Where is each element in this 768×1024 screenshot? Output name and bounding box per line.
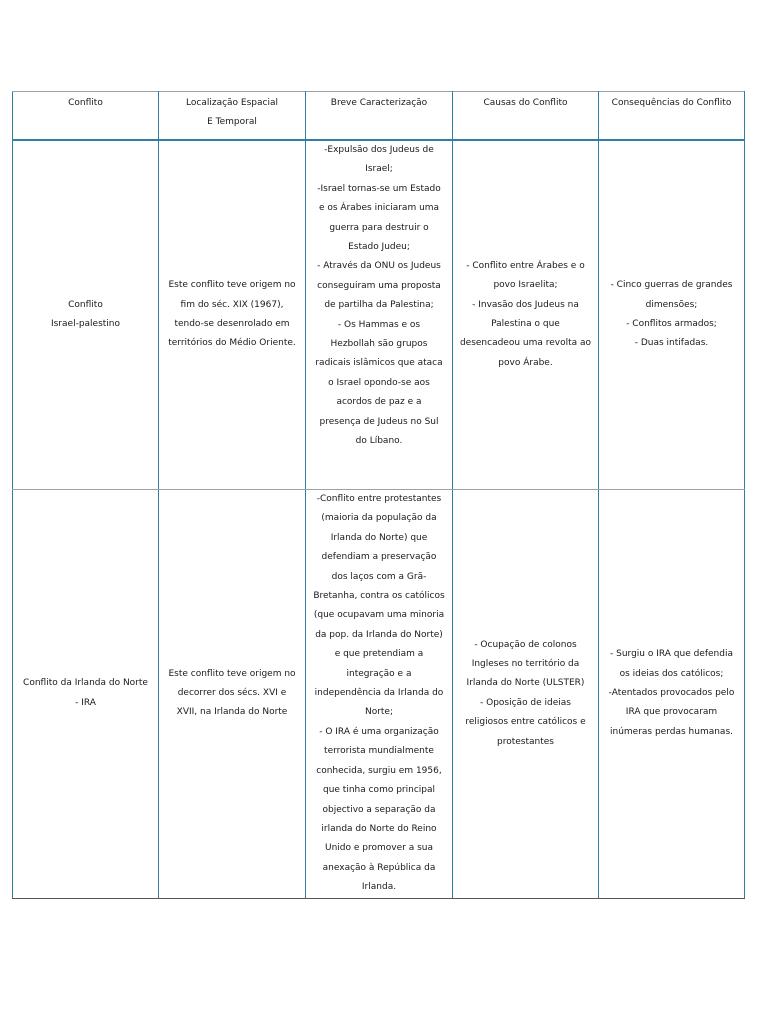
cell-text-line: defendiam a preservação	[321, 552, 437, 563]
header-causes-label: Causas do Conflito	[483, 98, 568, 108]
cell-text-line: Norte;	[364, 707, 394, 718]
cell-text-line: IRA que provocaram	[625, 707, 718, 718]
cell-text-line: Palestina o que	[491, 319, 560, 329]
cell-text-line: - Conflito entre Árabes e o	[466, 260, 585, 271]
cell-text-line: terrorista mundialmente	[324, 746, 434, 757]
cell-text-line: -Atentados provocados pelo	[608, 688, 735, 699]
cell-text-line: territórios do Médio Oriente.	[168, 338, 296, 349]
cell-text-line: - IRA	[75, 697, 96, 708]
cell-text-line: (maioria da população da	[321, 513, 437, 524]
header-location-label-2: E Temporal	[207, 117, 257, 128]
cell-causes	[453, 140, 599, 490]
cell-text-line: radicais islâmicos que ataca	[315, 358, 443, 369]
cell-text-line: XVII, na Irlanda do Norte	[176, 707, 288, 718]
header-conflict	[13, 92, 159, 141]
cell-text-line: e os Árabes iniciaram uma	[318, 203, 440, 214]
cell-text-line: religiosos entre católicos e	[465, 717, 586, 728]
cell-text-line: Irlanda do Norte) que	[330, 532, 428, 543]
cell-conflict	[13, 490, 159, 899]
cell-consequences	[599, 490, 745, 899]
cell-text-line: Ingleses no território da	[471, 658, 580, 669]
cell-text-line: objectivo a separação da	[322, 804, 436, 815]
table-row	[13, 140, 745, 490]
header-causes	[453, 92, 599, 141]
cell-location	[159, 140, 306, 490]
cell-text-line: povo Israelita;	[493, 280, 558, 291]
cell-text-line: - Oposição de ideias	[480, 697, 571, 708]
cell-text-line: povo Árabe.	[498, 357, 553, 368]
cell-causes	[453, 490, 599, 899]
cell-text-line: - Conflitos armados;	[626, 319, 717, 329]
cell-text-line: fim do séc. XIX (1967),	[180, 299, 284, 310]
cell-text-line: tendo-se desenrolado em	[174, 319, 290, 329]
cell-text-line: do Líbano.	[355, 436, 403, 447]
cell-text-line: anexação à República da	[322, 862, 436, 873]
cell-text-line: Este conflito teve origem no	[168, 280, 296, 291]
cell-text-line: e que pretendiam a	[334, 649, 424, 660]
cell-text-line: Unido e promover a sua	[325, 843, 433, 854]
header-location	[159, 92, 306, 141]
cell-text-line: Irlanda.	[361, 882, 397, 893]
cell-text-line: - Os Hammas e os	[337, 319, 421, 330]
cell-text-line: - Surgiu o IRA que defendia	[610, 649, 733, 660]
cell-text-line: - Ocupação de colonos	[474, 639, 577, 650]
table-header-row	[13, 92, 745, 141]
cell-conflict	[13, 140, 159, 490]
cell-text-line: protestantes	[497, 736, 554, 747]
cell-location	[159, 490, 306, 899]
cell-text-line: -Conflito entre protestantes	[316, 494, 442, 504]
cell-text-line: Bretanha, contra os católicos	[313, 591, 445, 602]
header-location-label-1: Localização Espacial	[186, 98, 278, 108]
cell-text-line: (que ocupavam uma minoria	[313, 610, 445, 621]
table-row	[13, 490, 745, 899]
cell-text-line: - Cinco guerras de grandes	[610, 280, 733, 291]
cell-text-line: conseguiram uma proposta	[317, 280, 441, 291]
cell-text-line: que tinha como principal	[322, 785, 435, 796]
header-consequences	[599, 92, 745, 141]
cell-text-line: irlanda do Norte do Reino	[321, 823, 437, 834]
cell-text-line: Israel;	[365, 164, 393, 175]
cell-consequences	[599, 140, 745, 490]
cell-text-line: dos laços com a Grã-	[331, 571, 427, 582]
header-brief-label: Breve Caracterização	[330, 98, 428, 108]
cell-text-line: -Israel tornas-se um Estado	[317, 183, 441, 194]
cell-text-line: Hezbollah são grupos	[330, 339, 428, 350]
cell-text-line: independência da Irlanda do	[314, 688, 444, 699]
cell-text-line: Conflito	[68, 299, 103, 310]
cell-text-line: o Israel opondo-se aos	[328, 377, 430, 388]
cell-text-line: desencadeou uma revolta ao	[459, 338, 592, 349]
cell-text-line: acordos de paz e a	[336, 397, 422, 408]
cell-text-line: - Através da ONU os Judeus	[317, 261, 441, 272]
cell-text-line: integração e a	[346, 668, 412, 679]
cell-brief	[306, 140, 453, 490]
cell-text-line: decorrer dos sécs. XVI e	[177, 688, 287, 699]
cell-text-line: de partilha da Palestina;	[324, 300, 434, 311]
header-consequences-label: Consequências do Conflito	[611, 98, 732, 108]
cell-text-line: Conflito da Irlanda do Norte	[23, 678, 148, 689]
cell-text-line: da pop. da Irlanda do Norte)	[315, 629, 443, 640]
cell-text-line: os ideias dos católicos;	[619, 668, 724, 679]
cell-text-line: Irlanda do Norte (ULSTER)	[466, 678, 585, 689]
cell-text-line: - O IRA é uma organização	[319, 726, 439, 737]
cell-text-line: guerra para destruir o	[329, 222, 429, 233]
header-conflict-label: Conflito	[68, 98, 103, 108]
cell-text-line: Este conflito teve origem no	[168, 668, 296, 679]
cell-text-line: Estado Judeu;	[348, 242, 410, 253]
cell-text-line: presença de Judeus no Sul	[319, 416, 439, 427]
cell-text-line: conhecida, surgiu em 1956,	[316, 765, 442, 776]
cell-text-line: -Expulsão dos Judeus de	[324, 145, 434, 155]
cell-text-line: - Invasão dos Judeus na	[472, 299, 579, 310]
cell-brief	[306, 490, 453, 899]
header-brief	[306, 92, 453, 141]
cell-text-line: - Duas intifadas.	[634, 338, 709, 349]
conflicts-table	[12, 91, 745, 899]
cell-text-line: dimensões;	[645, 299, 698, 310]
cell-text-line: Israel-palestino	[50, 319, 121, 329]
cell-text-line: inúmeras perdas humanas.	[609, 726, 733, 737]
